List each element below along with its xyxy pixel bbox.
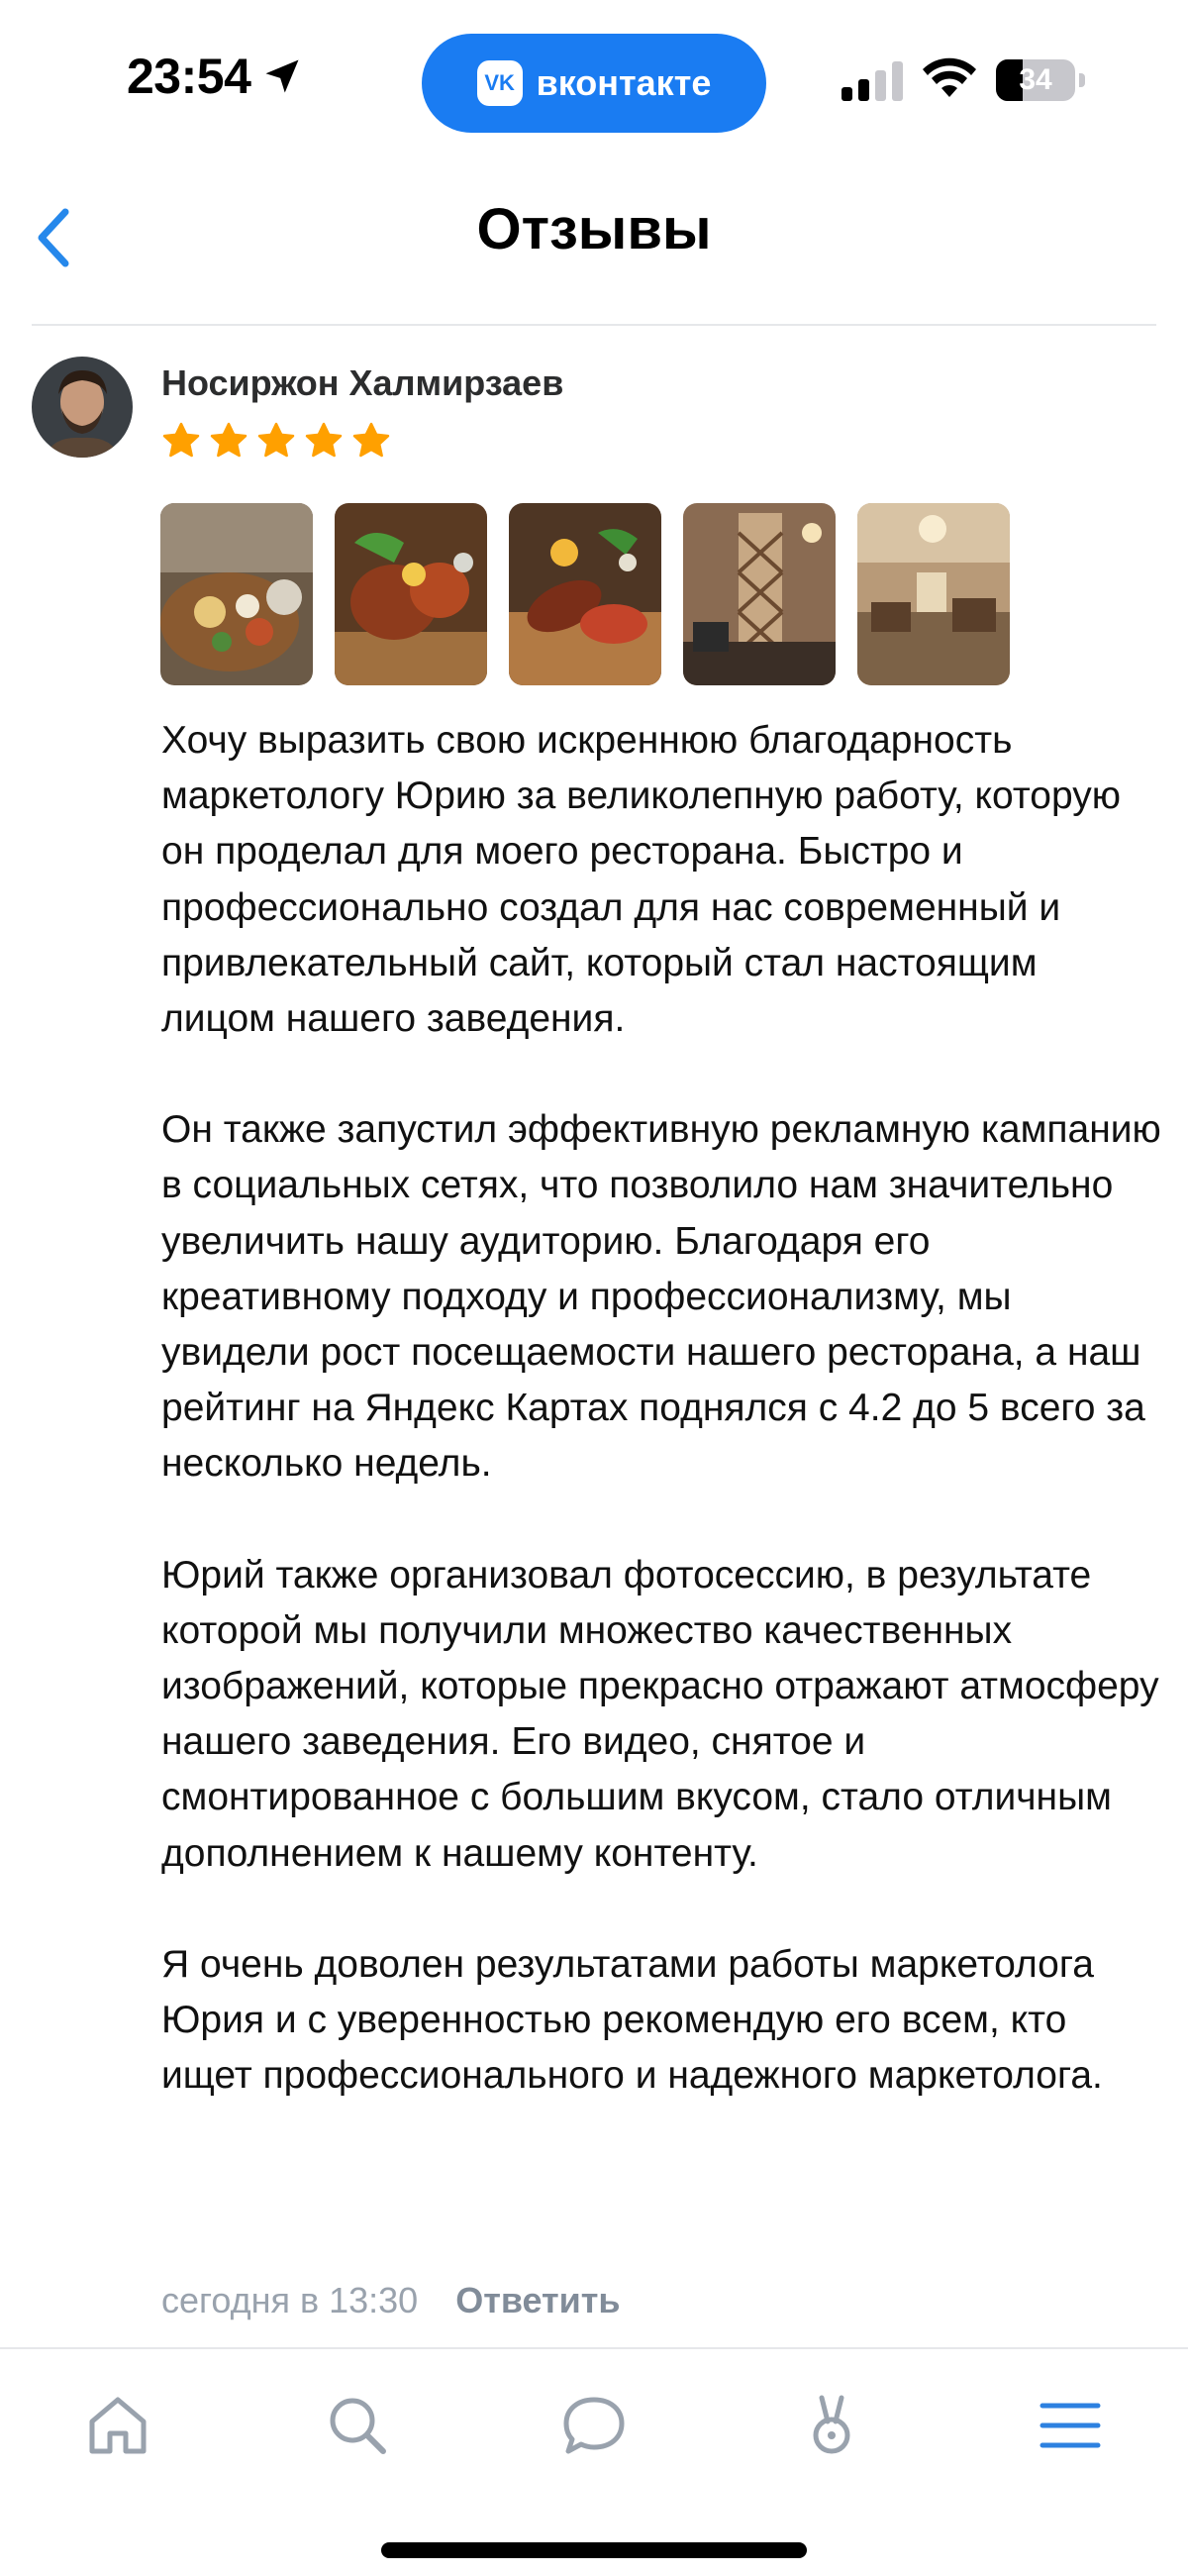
home-icon: [82, 2390, 153, 2461]
photo-restaurant-interior-icon: [683, 503, 836, 685]
review-text: [161, 713, 1161, 2104]
review-photos: [160, 503, 1010, 685]
review-photo-1[interactable]: [160, 503, 313, 685]
rating-stars: [161, 421, 391, 461]
vk-logo-icon: [477, 60, 523, 106]
cellular-signal-icon: [842, 61, 905, 101]
status-time-text: 23:54: [127, 49, 251, 104]
review-author-name[interactable]: Носиржон Халмирзаев: [161, 362, 564, 403]
page-title: Отзывы: [476, 197, 712, 261]
photo-restaurant-hall-icon: [857, 503, 1010, 685]
review-photo-2[interactable]: [335, 503, 487, 685]
app-return-pill[interactable]: [422, 34, 766, 133]
review-meta: [161, 2280, 621, 2321]
battery-icon: [996, 59, 1085, 103]
star-icon: [304, 421, 344, 461]
review-photo-3[interactable]: [509, 503, 661, 685]
header-divider: [32, 324, 1156, 326]
review-photo-4[interactable]: [683, 503, 836, 685]
review-paragraph-2: Он также запустил эффективную рекламную кампанию в социальных сетях, что позволило нам значительно увеличить нашу аудиторию. Благодаря его креативному подходу и профессионализму, мы увидели рост посещаемости нашего ресторана, а наш рейтинг на Яндекс Картах поднялся с 4.2 до 5 всего за несколько недель.: [161, 1108, 1161, 1486]
battery-body: [996, 59, 1075, 101]
tab-clips[interactable]: [787, 2381, 876, 2470]
status-bar: [0, 0, 1188, 158]
app-pill-label: вконтакте: [536, 62, 712, 103]
navigation-header: [0, 168, 1188, 327]
review-paragraph-3: Юрий также организовал фотосессию, в результате которой мы получили множество качественных изображений, которые прекрасно отражают атмосферу нашего заведения. Его видео, снятое и смонтированное с большим вкусом, стало отличным дополнением к нашему контенту.: [161, 1553, 1159, 1875]
messages-icon: [558, 2390, 630, 2461]
location-arrow-icon: [260, 54, 304, 98]
battery-cap: [1079, 73, 1085, 87]
photo-grilled-meat-icon: [335, 503, 487, 685]
tab-home[interactable]: [73, 2381, 162, 2470]
star-icon: [209, 421, 248, 461]
tab-messages[interactable]: [549, 2381, 639, 2470]
reply-button[interactable]: Ответить: [455, 2280, 621, 2320]
review-paragraph-4: Я очень доволен результатами работы маркетолога Юрия и с уверенностью рекомендую его всем, кто ищет профессионального и надежного маркетолога.: [161, 1942, 1103, 2098]
vk-logo-text: VK: [484, 70, 515, 95]
tab-menu[interactable]: [1026, 2381, 1115, 2470]
avatar[interactable]: [32, 357, 133, 458]
status-time: [127, 48, 304, 105]
star-icon: [351, 421, 391, 461]
star-icon: [256, 421, 296, 461]
photo-food-platter-icon: [160, 503, 313, 685]
review-date: сегодня в 13:30: [161, 2280, 419, 2320]
review-paragraph-1: Хочу выразить свою искреннюю благодарность маркетологу Юрию за великолепную работу, которую он проделал для моего ресторана. Быстро и профессионально создал для нас современный и привлекательный сайт, который стал настоящим лицом нашего заведения.: [161, 719, 1121, 1041]
tab-search[interactable]: [313, 2381, 402, 2470]
menu-icon: [1035, 2390, 1106, 2461]
wifi-icon: [921, 57, 978, 101]
home-indicator[interactable]: [381, 2542, 807, 2558]
search-icon: [322, 2390, 393, 2461]
review-photo-5[interactable]: [857, 503, 1010, 685]
clips-icon: [796, 2390, 867, 2461]
star-icon: [161, 421, 201, 461]
photo-kebab-board-icon: [509, 503, 661, 685]
avatar-image: [32, 357, 133, 458]
battery-level-text: 34: [1019, 63, 1052, 96]
